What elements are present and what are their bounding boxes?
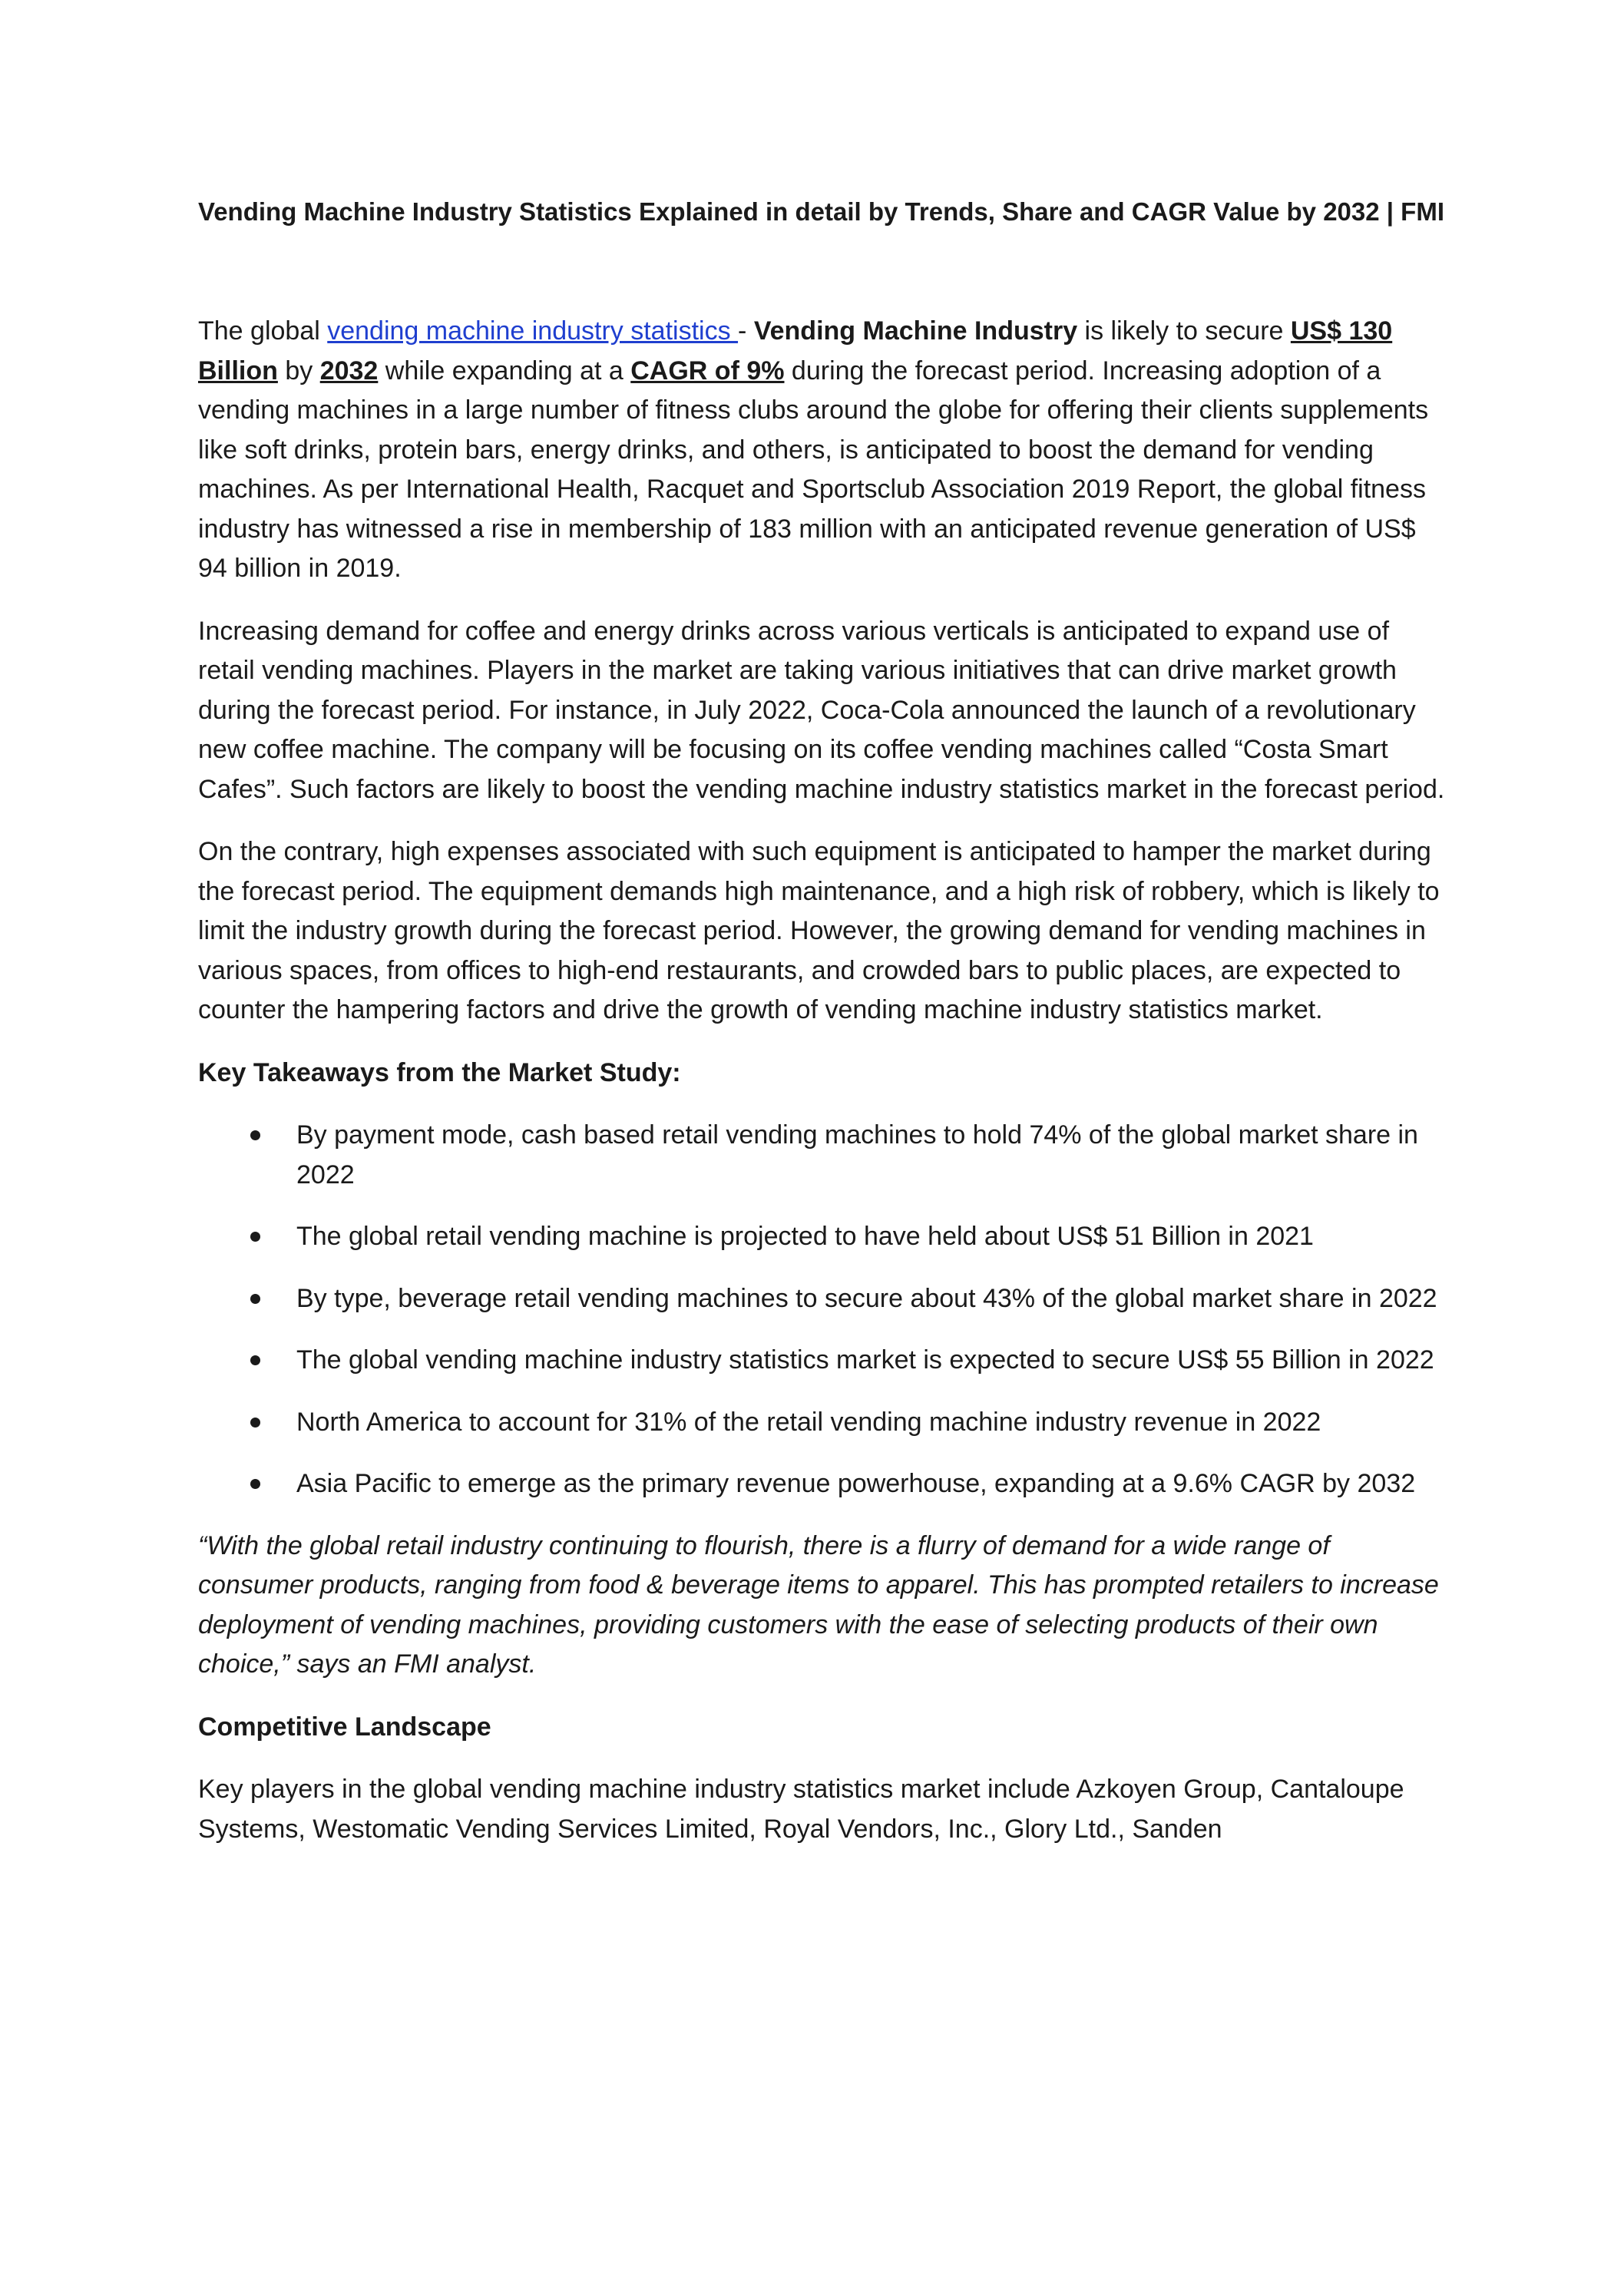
- intro-secure-text: is likely to secure: [1077, 316, 1291, 346]
- intro-dash: -: [738, 316, 754, 346]
- paragraph-restraints: On the contrary, high expenses associated with such equipment is anticipated to hamper the market during the forecast period. The equipment demands high maintenance, and a high risk of robbery, which is likely to limit the industry growth during the forecast period. However, the growing demand for vending machines in various spaces, from offices to high-end restaurants, and crowded bars to public places, are expected to counter the hampering factors and drive the growth of vending machine industry statistics market.: [198, 837, 1440, 1024]
- bullet-icon: [250, 1294, 260, 1304]
- intro-by-text: by: [277, 356, 320, 385]
- forecast-year: 2032: [319, 356, 379, 385]
- intro-rest: during the forecast period. Increasing adoption of a vending machines in a large number of fitness clubs around the globe for offering their clients supplements like soft drinks, protein bars, energy drinks, and others, is anticipated to boost the demand for vending machines. As per International Health, Racquet and Sportsclub Association 2019 Report, the global fitness industry has witnessed a rise in membership of 183 million with an anticipated revenue generation of US$ 94 billion in 2019.: [198, 356, 1429, 583]
- intro-paragraph: [198, 312, 1446, 589]
- competitive-landscape-paragraph: Key players in the global vending machine industry statistics market include Azkoyen Group, Cantaloupe Systems, Westomatic Vending Services Limited, Royal Vendors, Inc., Glory Ltd., Sanden: [198, 1775, 1404, 1844]
- list-item-text: By payment mode, cash based retail vending machines to hold 74% of the global market share in 2022: [296, 1120, 1418, 1189]
- key-takeaways-list: [198, 1116, 1446, 1504]
- list-item-text: The global vending machine industry statistics market is expected to secure US$ 55 Billion in 2022: [296, 1345, 1434, 1375]
- bullet-icon: [250, 1479, 260, 1489]
- document-title: Vending Machine Industry Statistics Explained in detail by Trends, Share and CAGR Value by 2032 | FMI: [198, 197, 1444, 226]
- bullet-icon: [250, 1355, 260, 1365]
- intro-expanding-text: while expanding at a: [378, 356, 631, 385]
- list-item: [198, 1279, 1446, 1319]
- bullet-icon: [250, 1418, 260, 1428]
- list-item: [198, 1116, 1446, 1195]
- market-value: US$ 130 Billion: [198, 316, 1393, 385]
- bullet-icon: [250, 1232, 260, 1242]
- document-page: [198, 192, 1446, 1849]
- analyst-quote: “With the global retail industry continuing to flourish, there is a flurry of demand for a wide range of consumer products, ranging from food & beverage items to apparel. This has prompted retailers to increase deployment of vending machines, providing customers with the ease of selecting products of their own choice,” says an FMI analyst.: [198, 1530, 1439, 1679]
- list-item-text: Asia Pacific to emerge as the primary revenue powerhouse, expanding at a 9.6% CAGR by 2032: [296, 1469, 1416, 1498]
- list-item: [198, 1217, 1446, 1257]
- competitive-landscape-heading: Competitive Landscape: [198, 1712, 491, 1742]
- industry-name-bold: Vending Machine Industry: [753, 316, 1078, 346]
- list-item-text: By type, beverage retail vending machines to secure about 43% of the global market share in 2022: [296, 1283, 1437, 1313]
- paragraph-coffee-demand: Increasing demand for coffee and energy drinks across various verticals is anticipated to expand use of retail vending machines. Players in the market are taking various initiatives that can drive market growth during the forecast period. For instance, in July 2022, Coca-Cola announced the launch of a revolutionary new coffee machine. The company will be focusing on its coffee vending machines called “Costa Smart Cafes”. Such factors are likely to boost the vending machine industry statistics market in the forecast period.: [198, 616, 1445, 804]
- cagr-value: CAGR of 9%: [630, 356, 785, 385]
- key-takeaways-heading: Key Takeaways from the Market Study:: [198, 1057, 681, 1087]
- list-item: [198, 1341, 1446, 1381]
- intro-lead: The global: [198, 316, 328, 346]
- industry-statistics-link[interactable]: vending machine industry statistics: [327, 316, 739, 346]
- list-item-text: The global retail vending machine is projected to have held about US$ 51 Billion in 2021: [296, 1222, 1314, 1251]
- list-item: [198, 1464, 1446, 1504]
- list-item: [198, 1403, 1446, 1443]
- bullet-icon: [250, 1130, 260, 1140]
- list-item-text: North America to account for 31% of the retail vending machine industry revenue in 2022: [296, 1407, 1321, 1437]
